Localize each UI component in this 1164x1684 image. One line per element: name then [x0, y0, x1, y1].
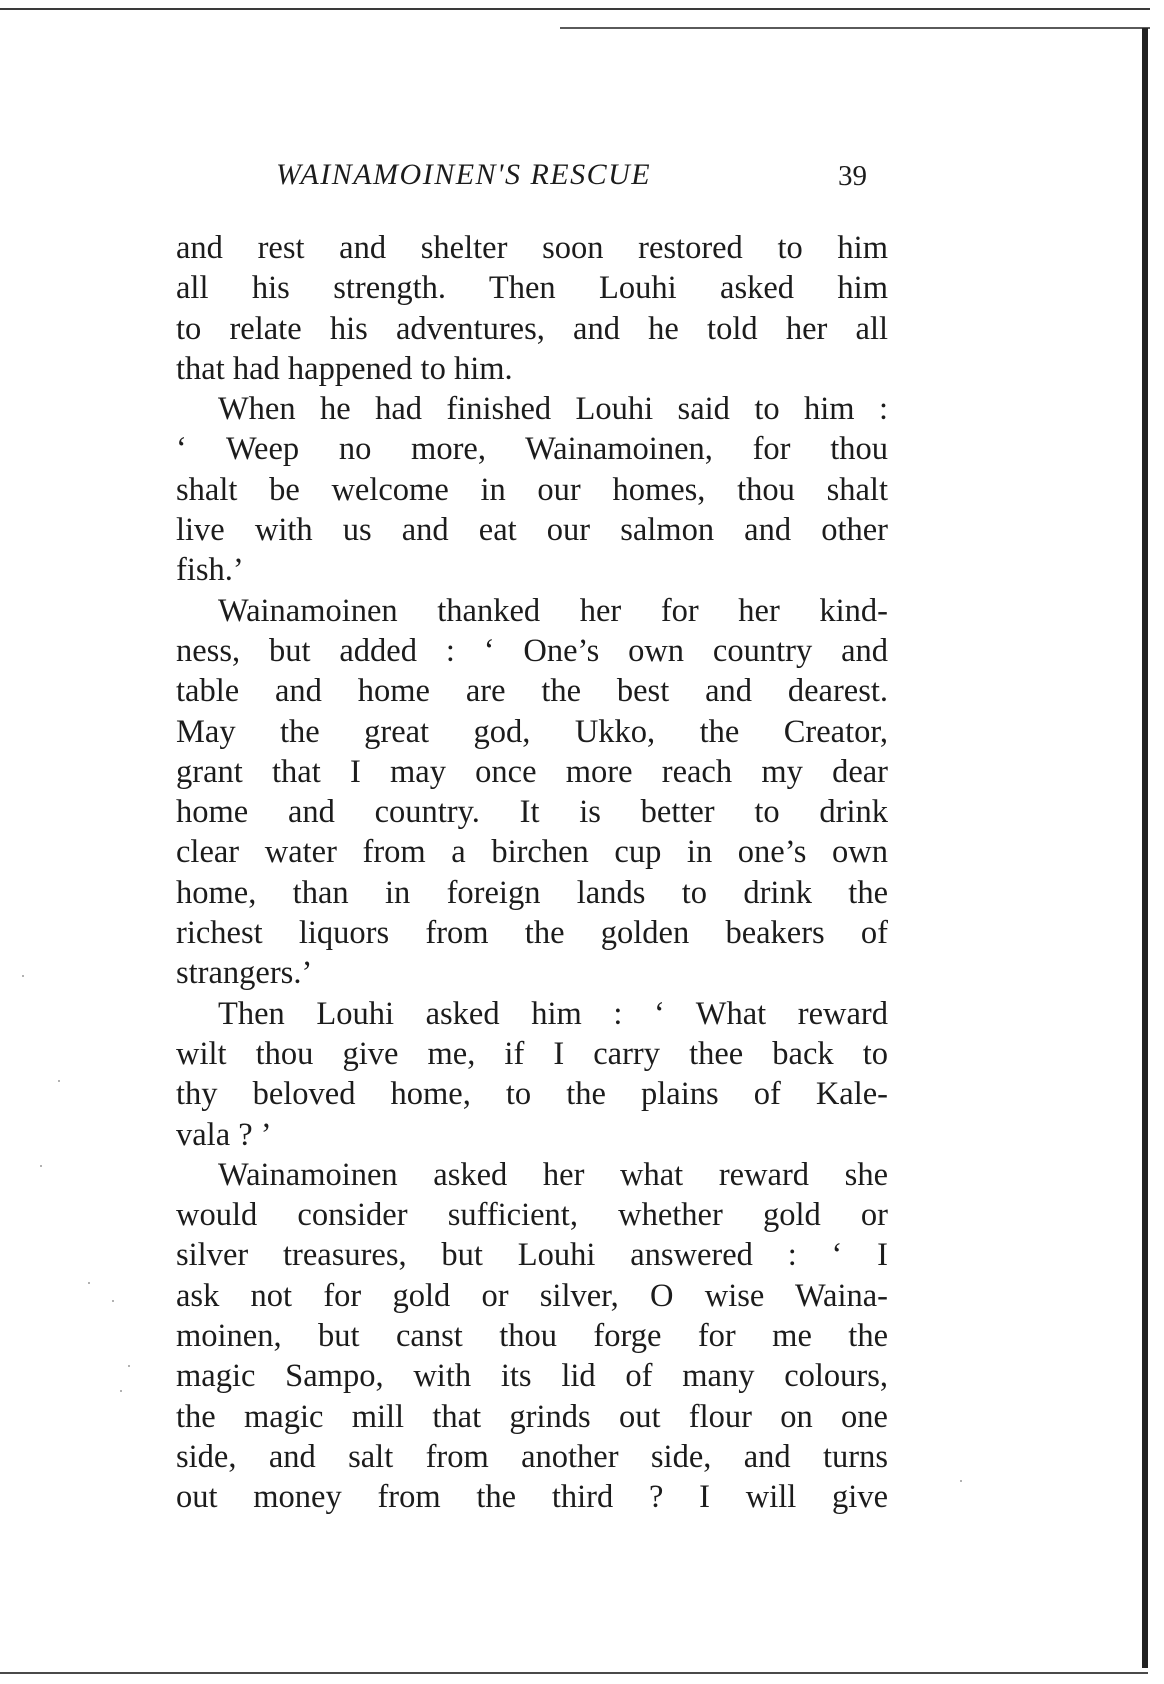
scan-speck: [960, 1480, 962, 1482]
text-line: all his strength. Then Louhi asked him: [176, 270, 888, 307]
scan-speck: [22, 975, 24, 977]
text-line: fish.’: [176, 552, 244, 589]
text-line: May the great god, Ukko, the Creator,: [176, 713, 888, 750]
text-line: table and home are the best and dearest.: [176, 673, 888, 710]
text-line: thy beloved home, to the plains of Kale-: [176, 1076, 888, 1113]
text-line: would consider sufficient, whether gold or: [176, 1197, 888, 1234]
text-line: home and country. It is better to drink: [176, 794, 888, 831]
running-head: [176, 158, 896, 198]
text-line: out money from the third ? I will give: [176, 1479, 888, 1516]
text-line: Then Louhi asked him : ‘ What reward: [218, 995, 888, 1032]
text-line: shalt be welcome in our homes, thou shalt: [176, 471, 888, 508]
text-line: live with us and eat our salmon and other: [176, 512, 888, 549]
body-text: [176, 228, 888, 1518]
scan-edge-top-inner: [560, 27, 1150, 29]
text-line: home, than in foreign lands to drink the: [176, 874, 888, 911]
text-line: wilt thou give me, if I carry thee back to: [176, 1035, 888, 1072]
scan-edge-right: [1142, 28, 1148, 1668]
text-line: Wainamoinen asked her what reward she: [218, 1156, 888, 1193]
scan-edge-top: [0, 8, 1150, 10]
text-line: clear water from a birchen cup in one’s own: [176, 834, 888, 871]
text-line: ask not for gold or silver, O wise Waina-: [176, 1277, 888, 1314]
scan-speck: [40, 1165, 42, 1167]
text-line: the magic mill that grinds out flour on one: [176, 1398, 888, 1435]
text-line: grant that I may once more reach my dear: [176, 753, 888, 790]
text-line: moinen, but canst thou forge for me the: [176, 1318, 888, 1355]
page-number: 39: [838, 160, 867, 192]
text-line: that had happened to him.: [176, 350, 513, 387]
scan-speck: [88, 1282, 90, 1284]
text-line: Wainamoinen thanked her for her kind-: [218, 592, 888, 629]
scan-speck: [128, 1365, 130, 1367]
text-line: magic Sampo, with its lid of many colours,: [176, 1358, 888, 1395]
running-title: WAINAMOINEN'S RESCUE: [276, 158, 652, 191]
scan-speck: [112, 1300, 114, 1302]
scan-speck: [120, 1390, 122, 1392]
text-line: side, and salt from another side, and turns: [176, 1438, 888, 1475]
text-line: vala ? ’: [176, 1116, 272, 1153]
text-line: richest liquors from the golden beakers of: [176, 915, 888, 952]
scan-speck: [58, 1080, 60, 1082]
text-line: When he had finished Louhi said to him :: [218, 391, 888, 428]
text-line: and rest and shelter soon restored to him: [176, 230, 888, 266]
text-line: silver treasures, but Louhi answered : ‘ I: [176, 1237, 888, 1274]
text-line: ness, but added : ‘ One’s own country and: [176, 632, 888, 669]
text-line: to relate his adventures, and he told her all: [176, 310, 888, 347]
text-line: ‘ Weep no more, Wainamoinen, for thou: [176, 431, 888, 468]
text-line: strangers.’: [176, 955, 313, 992]
scan-edge-bottom: [0, 1672, 1148, 1674]
